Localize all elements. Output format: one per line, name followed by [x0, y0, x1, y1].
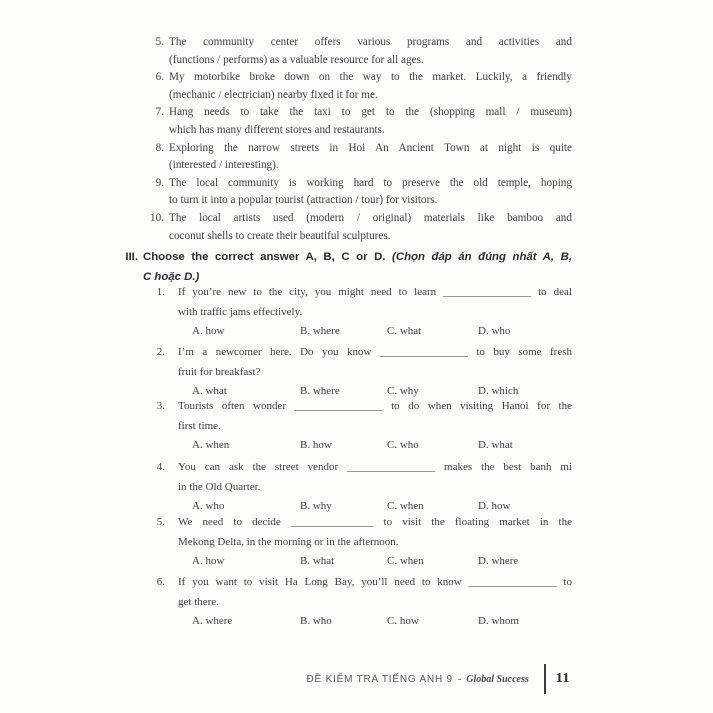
option-a: A. where [192, 615, 233, 627]
option-b: B. where [300, 385, 340, 397]
footer-separator: - [457, 673, 462, 685]
option-b: B. what [300, 555, 335, 567]
footer-divider [544, 664, 546, 694]
option-a: A. how [192, 555, 225, 567]
question-text-line1: If you want to visit Ha Long Bay, you’ll need to know ________________ to [178, 576, 572, 588]
question-number: 1. [156, 286, 165, 298]
footer-series-name: Global Success [466, 673, 529, 685]
question-block [150, 396, 572, 454]
question-text-line2: in the Old Quarter. [178, 481, 261, 493]
option-a: A. when [192, 439, 230, 451]
option-d: D. what [478, 439, 513, 451]
option-c: C. when [387, 500, 424, 512]
item-text [169, 210, 572, 245]
question-block [150, 512, 572, 570]
section-title-vietnamese: (Chọn đáp án đúng nhất A, B, [392, 251, 572, 263]
exercise-item [142, 140, 572, 175]
item-text-line1: My motorbike broke down on the way to the market. Luckily, a friendly [169, 71, 572, 84]
item-text [169, 69, 572, 104]
option-a: A. who [192, 500, 225, 512]
option-d: D. which [478, 385, 519, 397]
item-text-line2: coconut shells to create their beautiful sculptures. [169, 229, 391, 242]
page-footer [307, 664, 570, 694]
question-number: 3. [156, 400, 165, 412]
section-number: III. [125, 251, 138, 263]
option-a: A. what [192, 385, 227, 397]
answer-options [178, 437, 572, 454]
question-text-line1: If you’re new to the city, you might need to learn ________________ to deal [178, 286, 572, 298]
item-number: 10. [150, 211, 164, 224]
item-text-line2: (interested / interesting). [169, 159, 279, 172]
question-text-line2: first time. [178, 420, 221, 432]
item-text-line1: The local artists used (modern / original) materials like bamboo and [169, 211, 572, 224]
exercise-item [142, 34, 572, 69]
exercise-item [142, 104, 572, 139]
section-title-line2: C hoặc D.) [143, 270, 200, 283]
section-title-english: Choose the correct answer A, B, C or D. [143, 251, 386, 263]
question-text-line1: I’m a newcomer here. Do you know ________________ to buy some fresh [178, 346, 572, 358]
exercise-item [142, 175, 572, 210]
question-number: 4. [156, 461, 165, 473]
item-number: 7. [155, 106, 164, 119]
item-text-line1: The community center offers various programs and activities and [169, 36, 572, 48]
question-block [150, 342, 572, 400]
question-text-line2: get there. [178, 596, 219, 608]
item-text-line1: Hang needs to take the taxi to get to the (shopping mall / museum) [169, 106, 572, 119]
item-number: 6. [155, 71, 164, 84]
item-text-line1: The local community is working hard to preserve the old temple, hoping [169, 176, 572, 189]
question-text-line2: fruit for breakfast? [178, 366, 261, 378]
item-text [169, 104, 572, 139]
item-text-line2: (functions / performs) as a valuable resource for all ages. [169, 53, 424, 66]
option-c: C. when [387, 555, 424, 567]
item-number: 9. [155, 176, 164, 189]
exercise-item [142, 69, 572, 104]
item-text-line2: (mechanic / electrician) nearby fixed it for me. [169, 88, 378, 101]
question-number: 6. [156, 576, 165, 588]
item-number: 8. [155, 141, 164, 154]
item-text [169, 140, 572, 175]
question-text-line1: Tourists often wonder ________________ to do when visiting Hanoi for the [178, 400, 572, 412]
option-b: B. how [300, 439, 332, 451]
page-number: 11 [555, 671, 570, 686]
option-c: C. who [387, 439, 419, 451]
option-b: B. why [300, 500, 332, 512]
section-title-line1 [143, 248, 572, 268]
option-d: D. whom [478, 615, 519, 627]
question-number: 5. [156, 516, 165, 528]
question-number: 2. [156, 346, 165, 358]
item-text-line2: to turn it into a popular tourist (attraction / tour) for visitors. [169, 194, 438, 207]
item-text-line1: Exploring the narrow streets in Hoi An Ancient Town at night is quite [169, 141, 572, 154]
footer-book-title: ĐỀ KIỂM TRA TIẾNG ANH 9 [306, 673, 453, 685]
question-text-line1: We need to decide _______________ to visit the floating market in the [178, 516, 572, 528]
option-d: D. who [478, 325, 511, 337]
option-d: D. where [478, 555, 519, 567]
option-c: C. what [387, 325, 422, 337]
word-choice-exercise-list [142, 34, 572, 245]
question-text-line2: Mekong Delta, in the morning or in the afternoon. [178, 536, 399, 548]
option-c: C. why [387, 385, 419, 397]
exercise-item [142, 210, 572, 245]
option-b: B. where [300, 325, 340, 337]
question-block [150, 572, 572, 630]
question-text-line1: You can ask the street vendor ________________ makes the best banh mi [178, 461, 572, 473]
option-d: D. how [478, 500, 511, 512]
option-c: C. how [387, 615, 419, 627]
question-text-line2: with traffic jams effectively. [178, 306, 303, 318]
option-a: A. how [192, 325, 225, 337]
item-text [169, 34, 572, 69]
item-text-line2: which has many different stores and restaurants. [169, 123, 385, 136]
answer-options [178, 553, 572, 570]
item-text [169, 175, 572, 210]
answer-options [178, 613, 572, 630]
question-block [150, 282, 572, 340]
option-b: B. who [300, 615, 332, 627]
question-block [150, 457, 572, 515]
item-number: 5. [155, 36, 164, 48]
answer-options [178, 323, 572, 340]
